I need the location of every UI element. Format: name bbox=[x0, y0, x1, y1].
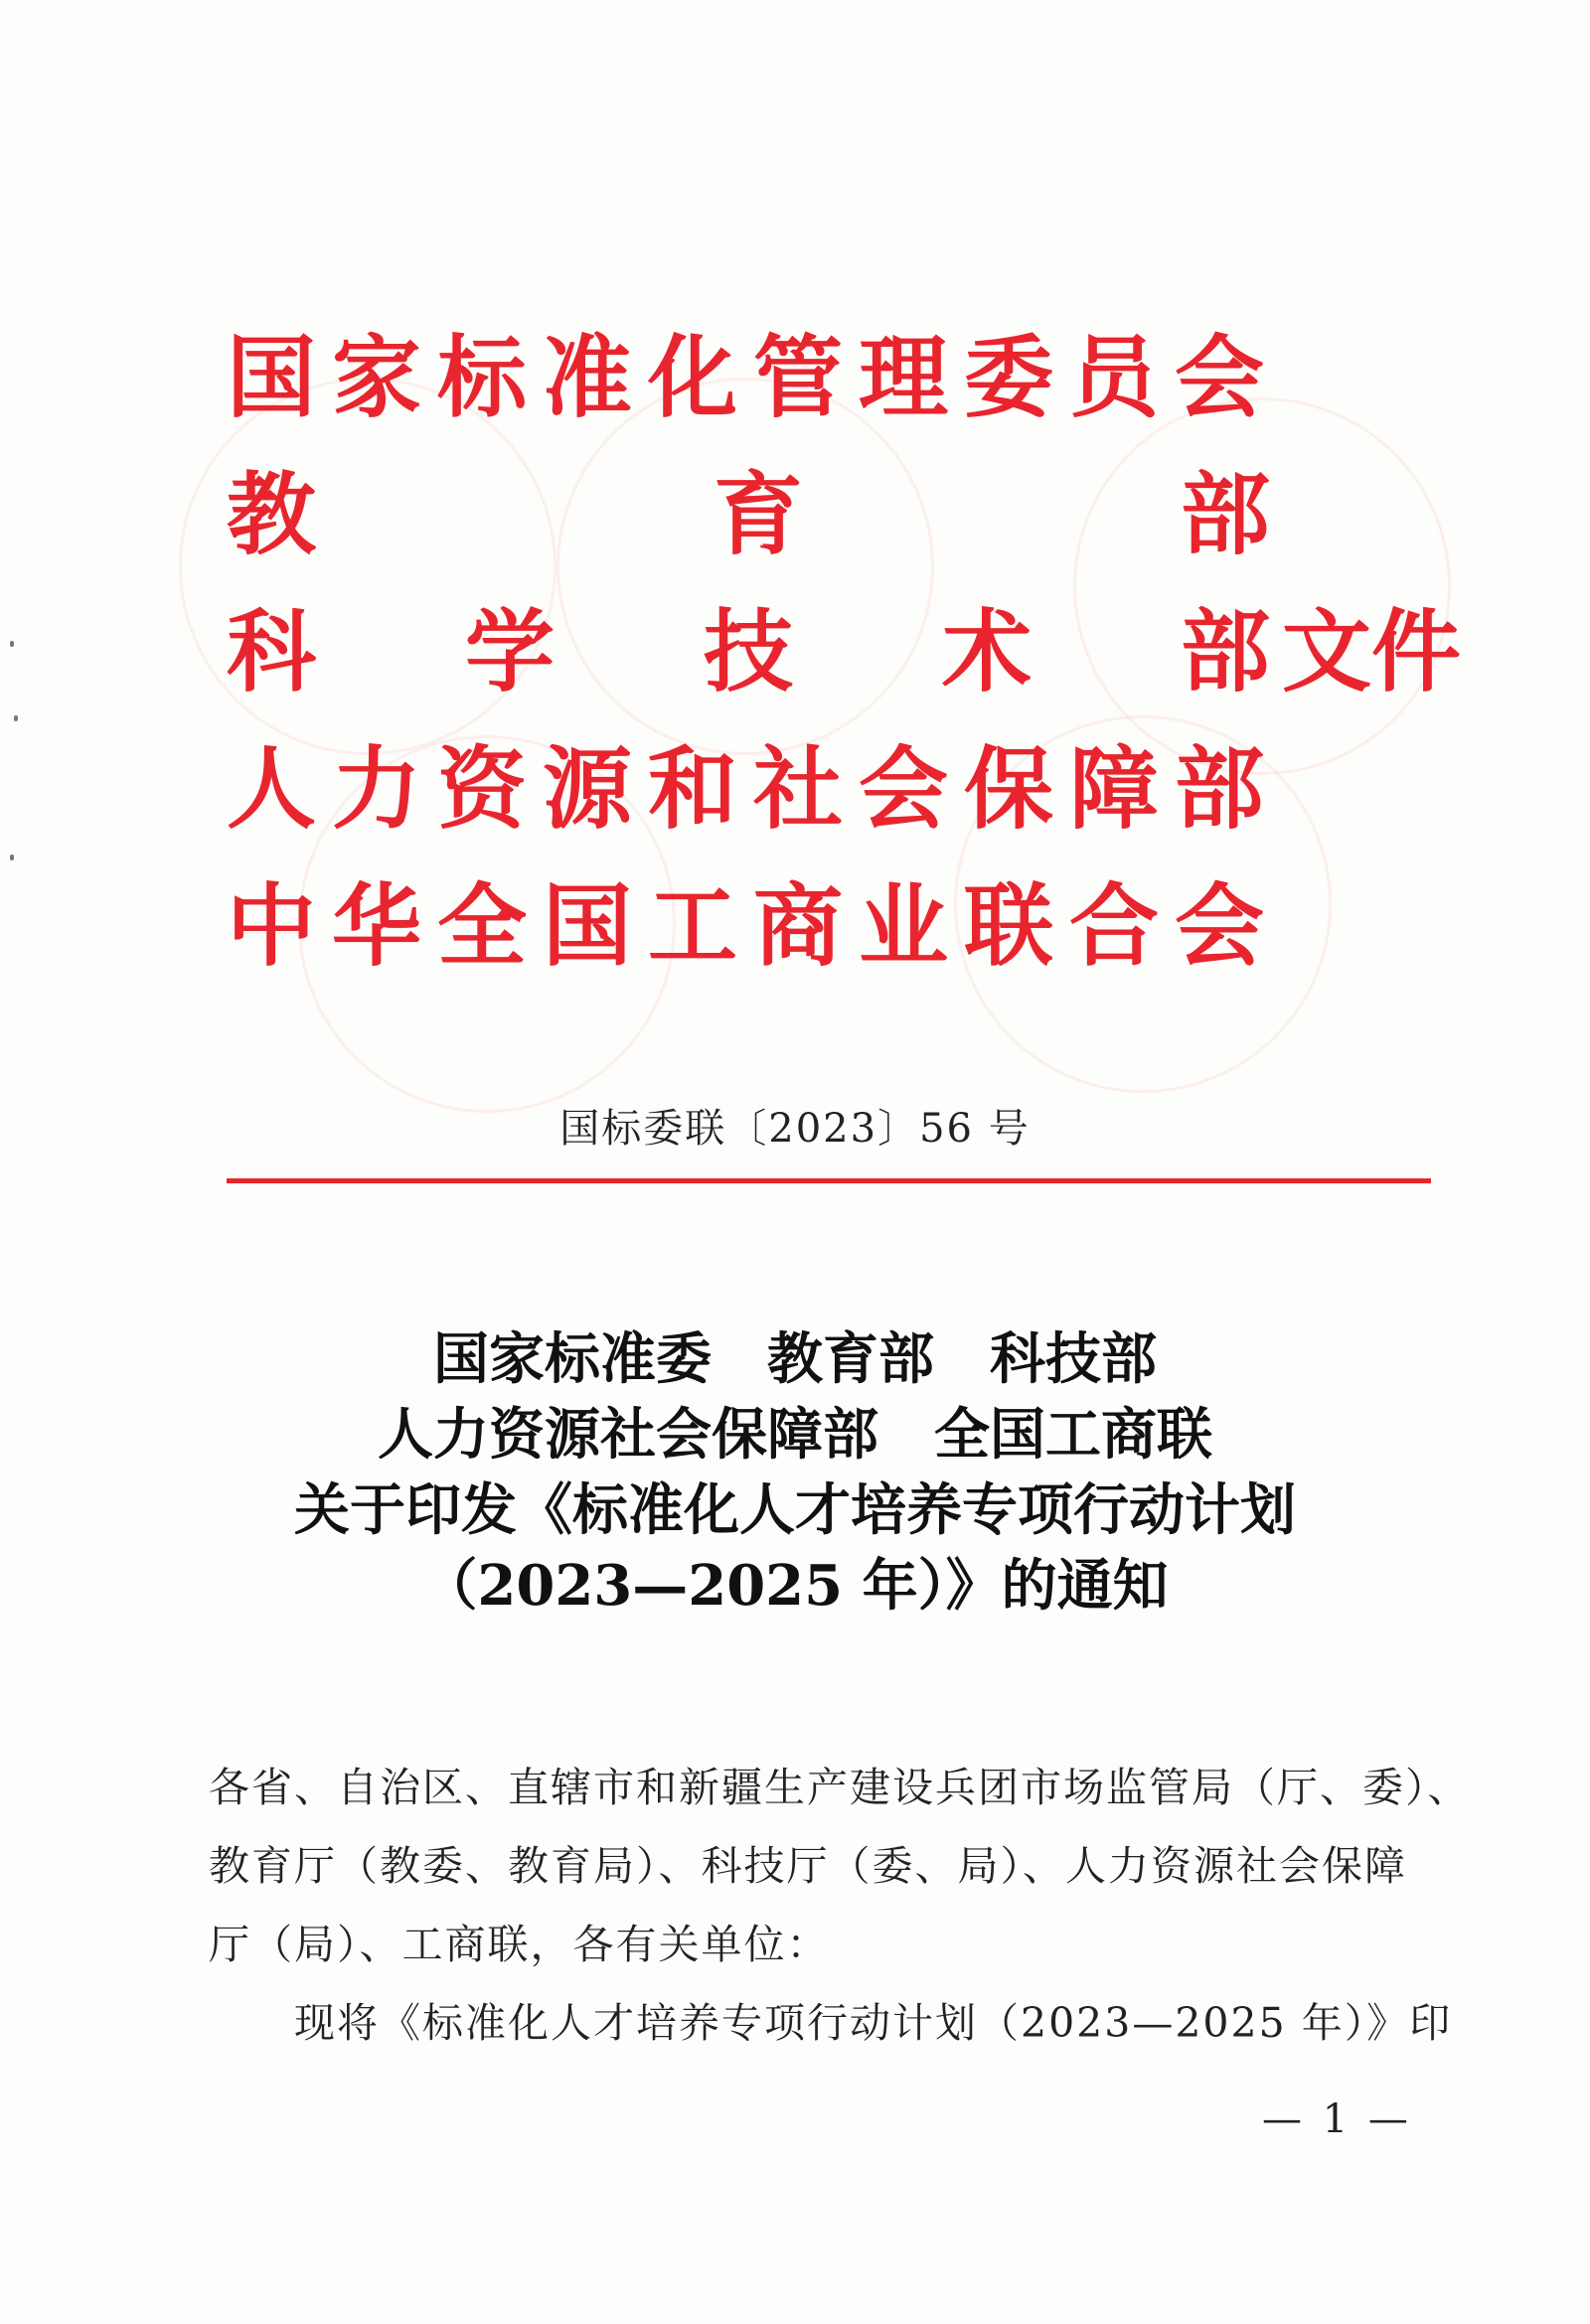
title-line: （2023—2025 年）》的通知 bbox=[421, 1553, 1169, 1619]
issuer-moe bbox=[227, 447, 1459, 584]
addressee-line: 各省、自治区、直辖市和新疆生产建设兵团市场监管局（厅、委）、 bbox=[209, 1764, 1471, 1811]
red-divider bbox=[227, 1178, 1431, 1183]
page-number: — 1 — bbox=[1262, 2096, 1412, 2142]
scan-speck bbox=[10, 641, 14, 647]
addressee-line: 教育厅（教委、教育局）、科技厅（委、局）、人力资源社会保障 bbox=[209, 1842, 1407, 1890]
issuer-char: 术 bbox=[942, 600, 1032, 704]
issuer-char: 学 bbox=[465, 600, 555, 704]
issuer-name: 国家标准化管理委员会 bbox=[227, 326, 1280, 430]
body-paragraph-line: 现将《标准化人才培养专项行动计划（2023—2025 年）》印 bbox=[294, 1999, 1453, 2047]
scan-speck bbox=[10, 854, 14, 860]
title-line: 关于印发《标准化人才培养专项行动计划 bbox=[294, 1477, 1296, 1543]
document-suffix: 文件 bbox=[1282, 600, 1461, 704]
title-line: 人力资源社会保障部 全国工商联 bbox=[378, 1402, 1212, 1468]
document-number: 国标委联〔2023〕56 号 bbox=[559, 1106, 1031, 1152]
issuer-char: 科 bbox=[227, 600, 316, 704]
issuer-name: 人力资源和社会保障部 bbox=[227, 737, 1280, 842]
issuing-authorities bbox=[227, 310, 1459, 996]
issuer-char: 教 bbox=[227, 463, 316, 567]
issuer-char: 技 bbox=[704, 600, 793, 704]
issuer-char: 部 bbox=[1181, 463, 1270, 567]
document-title bbox=[0, 1321, 1590, 1624]
issuer-name: 中华全国工商业联合会 bbox=[227, 874, 1280, 979]
issuer-char: 育 bbox=[714, 463, 803, 567]
addressee-line: 厅（局）、工商联，各有关单位： bbox=[209, 1921, 830, 1968]
scan-speck bbox=[14, 715, 18, 721]
issuer-mohrss bbox=[227, 721, 1459, 858]
title-line: 国家标准委 教育部 科技部 bbox=[433, 1326, 1157, 1392]
issuer-most bbox=[227, 584, 1459, 721]
issuer-char: 部 bbox=[1181, 600, 1270, 704]
issuer-acfic bbox=[227, 858, 1459, 996]
issuer-sac bbox=[227, 310, 1459, 447]
document-body bbox=[209, 1749, 1471, 2063]
